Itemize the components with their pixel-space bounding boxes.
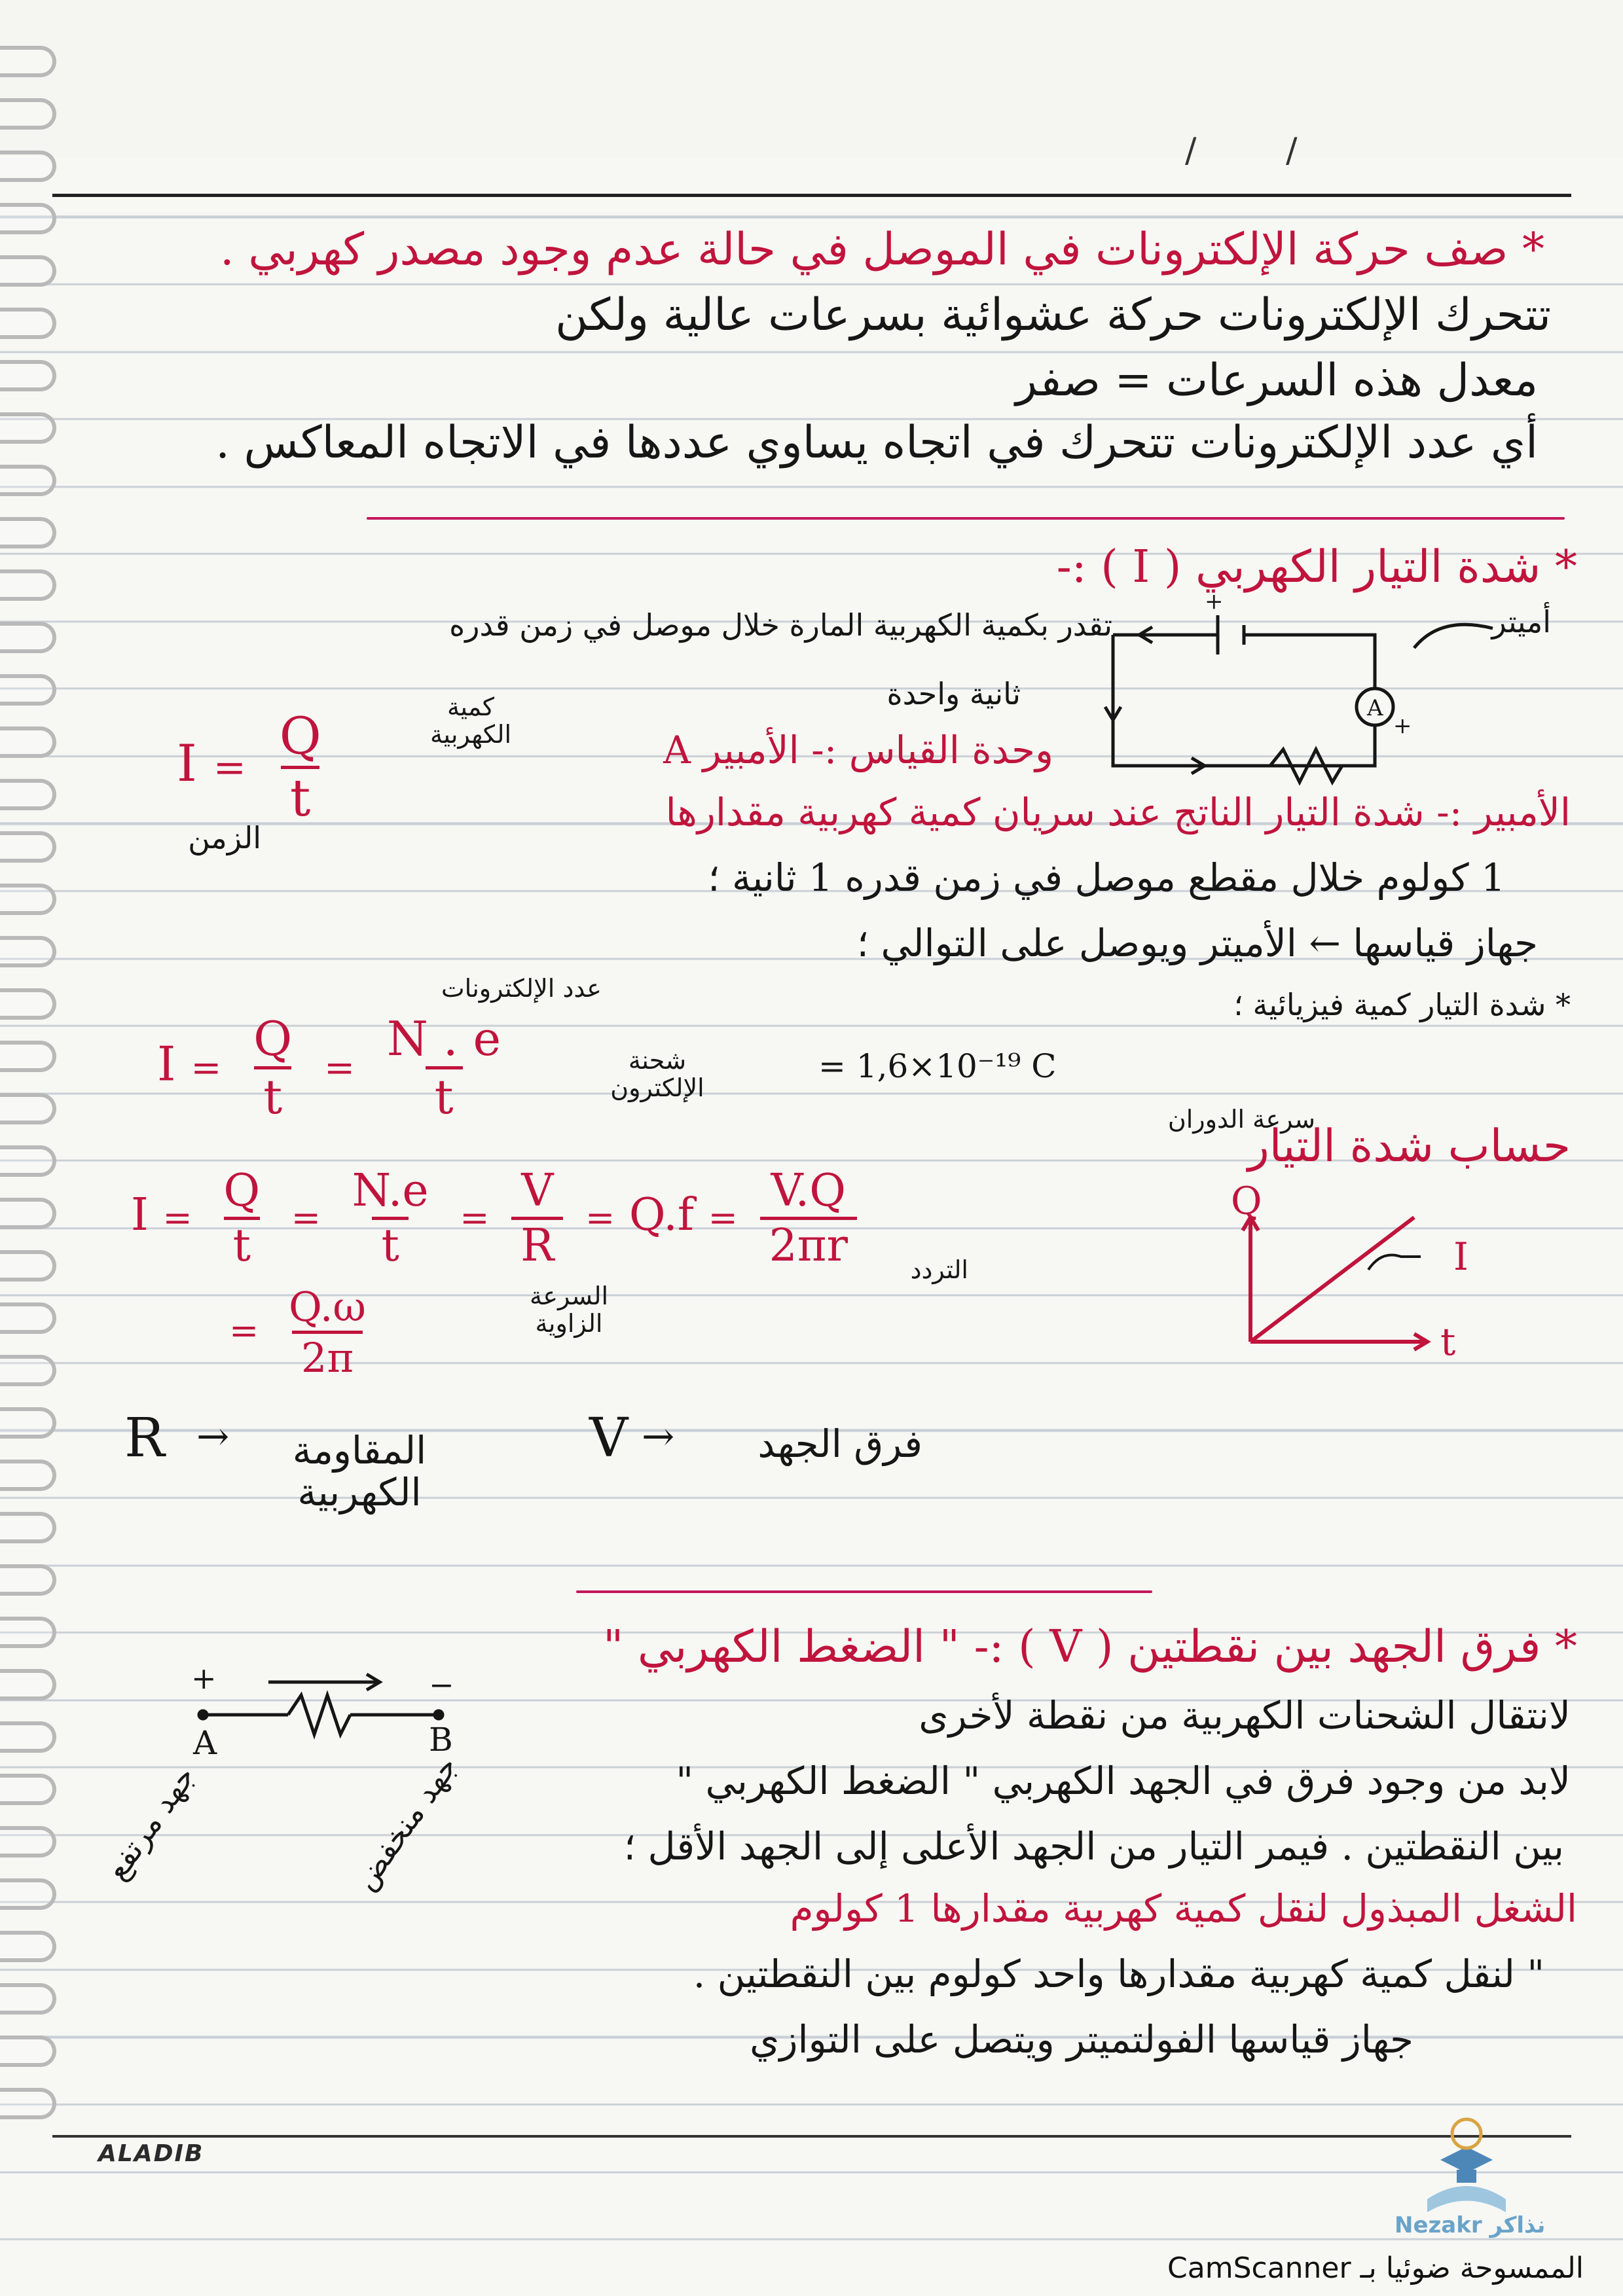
label-time: الزمن [188,820,261,855]
section4-line6: جهاز قياسها الفولتميتر ويتصل على التوازي [750,2017,1413,2062]
formula-current-equivalents: I = $\frac{Q}{t}$ = $\frac{N.e}{t}$ = $\frac{V}{R}$ = Q.f = $\frac{V.Q}{2\pi r}$ [131,1165,865,1272]
diagram-plus: + [191,1662,217,1696]
ampere-definition-2: 1 كولوم خلال مقطع موصل في زمن قدره 1 ثانية ؛ [708,855,1505,900]
electron-charge-value: = 1,6×10⁻¹⁹ C [818,1047,1057,1085]
point-A: A [193,1724,217,1762]
resistance-symbol: R [124,1407,165,1469]
section1-title: * صف حركة الإلكترونات في الموصل في حالة عدم وجود مصدر كهربي . [220,224,1544,276]
section2-title: * شدة التيار الكهربي ( I ) :- [1056,541,1577,593]
ammeter-label: أميتر [1491,604,1551,639]
divider-2 [576,1590,1152,1593]
low-potential-label: جهد منخفض [346,1749,465,1897]
potential-difference-diagram [177,1662,478,1767]
formula-t: t [281,766,319,828]
ampere-definition: الأمبير :- شدة التيار الناتج عند سريان كمية كهربية مقدارها [665,790,1571,834]
section3-title: حساب شدة التيار [1247,1121,1571,1172]
date-marks: / / [1185,131,1337,170]
circuit-ammeter-A: A [1367,695,1383,721]
formula-angular: = $\frac{Q.\omega}{2\pi}$ [229,1283,366,1382]
voltage-meaning: فرق الجهد [757,1422,922,1466]
frequency-label: التردد [910,1255,968,1284]
notebook-brand: ALADIB [98,2140,204,2167]
section1-line2: معدل هذه السرعات = صفر [1015,355,1538,406]
resistance-meaning: المقاومة الكهربية [292,1428,427,1515]
diagram-minus: − [429,1667,454,1702]
current-definition-2: ثانية واحدة [886,676,1021,711]
spiral-binding [0,0,72,2160]
section4-title: * فرق الجهد بين نقطتين ( V ) :- " الضغط الكهربي " [602,1621,1577,1673]
label-charge: كمية الكهربية [429,692,512,749]
formula-charge-electrons: I = $\frac{Q}{t}$ = $\frac{N . e}{t}$ [157,1011,501,1124]
physical-quantity: * شدة التيار كمية فيزيائية ؛ [1233,987,1571,1022]
page-header-area [0,0,1623,157]
bottom-margin-line [52,2135,1571,2138]
current-definition: تقدر بكمية الكهربية المارة خلال موصل في زمن قدره [449,607,1112,643]
electron-charge-label: شحنة الإلكترون [610,1046,704,1102]
formula-Q: Q [279,707,321,766]
graph-y-label: Q [1231,1179,1262,1223]
voltage-symbol: V [589,1407,629,1469]
top-margin-line [52,194,1571,197]
section4-line3: بين النقطتين . فيمر التيار من الجهد الأعلى إلى الجهد الأقل ؛ [623,1824,1564,1869]
divider [367,517,1565,520]
electron-count-label: عدد الإلكترونات [441,974,602,1003]
camscanner-watermark: الممسوحة ضوئيا بـ CamScanner [1167,2251,1584,2285]
section4-line5: " لنقل كمية كهربية مقدارها واحد كولوم بين النقطتين . [693,1952,1544,1996]
section1-line3: أي عدد الإلكترونات تتحرك في اتجاه يساوي عددها في الاتجاه المعاكس . [215,417,1538,469]
unit-of-measure: وحدة القياس :- الأمبير A [663,728,1053,772]
graph-slope-label: I [1453,1234,1468,1279]
high-potential-label: جهد مرتفع [98,1759,202,1887]
section4-line1: لانتقال الشحنات الكهربية من نقطة لأخرى [919,1693,1571,1738]
section4-line2: لابد من وجود فرق في الجهد الكهربي " الضغط الكهربي " [676,1759,1571,1803]
nezakr-logo-text: Nezakr نذاكر [1395,2212,1546,2238]
graph-x-label: t [1440,1319,1456,1364]
measuring-device: جهاز قياسها ← الأميتر ويوصل على التوالي ؛ [856,921,1538,965]
circuit-plus: + [1393,713,1412,739]
formula-I-Q-t: I = $\frac{Q}{t}$ [177,707,338,828]
section1-arrow-line: تتحرك الإلكترونات حركة عشوائية بسرعات عالية ولكن [555,289,1551,341]
rotation-speed-label: سرعة الدوران [1167,1105,1315,1134]
section4-line4: الشغل المبذول لنقل كمية كهربية مقدارها 1 كولوم [790,1886,1577,1931]
svg-text:+: + [1205,589,1224,615]
formula-I: I [177,734,197,793]
q-t-graph [1205,1178,1571,1394]
point-B: B [429,1721,453,1759]
angular-velocity-label: السرعة الزاوية [529,1282,609,1338]
